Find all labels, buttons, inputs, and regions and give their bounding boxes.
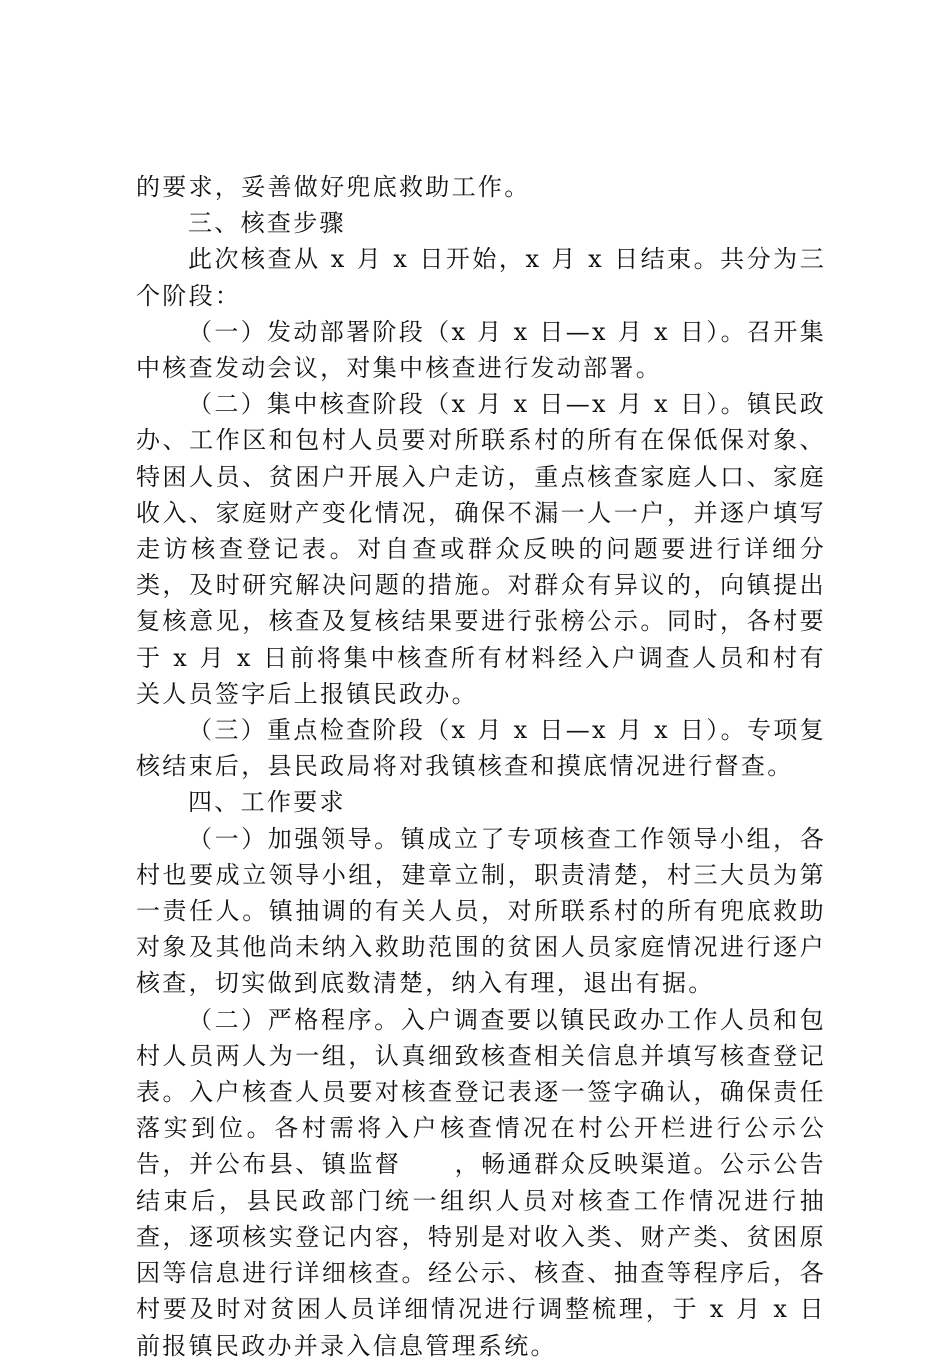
paragraph-continuation: 的要求，妥善做好兜底救助工作。 [136, 173, 531, 201]
paragraph-requirement-1: （一）加强领导。镇成立了专项核查工作领导小组，各村也要成立领导小组，建章立制，职责清楚，村三大员为第一责任人。镇抽调的有关人员，对所联系村的所有兜底救助对象及其他尚未纳入救助范围的贫困人员家庭情况进行逐户核查，切实做到底数清楚，纳入有理，退出有据。 [136, 824, 826, 998]
paragraph-stage-3: （三）重点检查阶段（x 月 x 日—x 月 x 日）。专项复核结束后，县民政局将对我镇核查和摸底情况进行督查。 [136, 716, 826, 781]
document-body [136, 169, 826, 1364]
paragraph-stage-2: （二）集中核查阶段（x 月 x 日—x 月 x 日）。镇民政办、工作区和包村人员要对所联系村的所有在保低保对象、特困人员、贫困户开展入户走访，重点核查家庭人口、家庭收入、家庭财产变化情况，确保不漏一人一户，并逐户填写走访核查登记表。对自查或群众反映的问题要进行详细分类，及时研究解决问题的措施。对群众有异议的，向镇提出复核意见，核查及复核结果要进行张榜公示。同时，各村要于 x 月 x 日前将集中核查所有材料经入户调查人员和村有关人员签字后上报镇民政办。 [136, 390, 826, 708]
paragraph-stage-1: （一）发动部署阶段（x 月 x 日—x 月 x 日）。召开集中核查发动会议，对集中核查进行发动部署。 [136, 317, 826, 383]
paragraph-schedule: 此次核查从 x 月 x 日开始，x 月 x 日结束。共分为三个阶段： [136, 245, 826, 310]
section-heading-inspection-steps: 三、核查步骤 [188, 209, 346, 238]
section-heading-work-requirements: 四、工作要求 [188, 788, 346, 817]
paragraph-requirement-2: （二）严格程序。入户调查要以镇民政办工作人员和包村人员两人为一组，认真细致核查相关信息并填写核查登记表。入户核查人员要对核查登记表逐一签字确认，确保责任落实到位。各村需将入户核查情况在村公开栏进行公示公告，并公布县、镇监督 ，畅通群众反映渠道。公示公告结束后，县民政部门统一组织人员对核查工作情况进行抽查，逐项核实登记内容，特别是对收入类、财产类、贫困原因等信息进行详细核查。经公示、核查、抽查等程序后，各村要及时对贫困人员详细情况进行调整梳理，于 x 月 x 日前报镇民政办并录入信息管理系统。 [136, 1005, 826, 1360]
